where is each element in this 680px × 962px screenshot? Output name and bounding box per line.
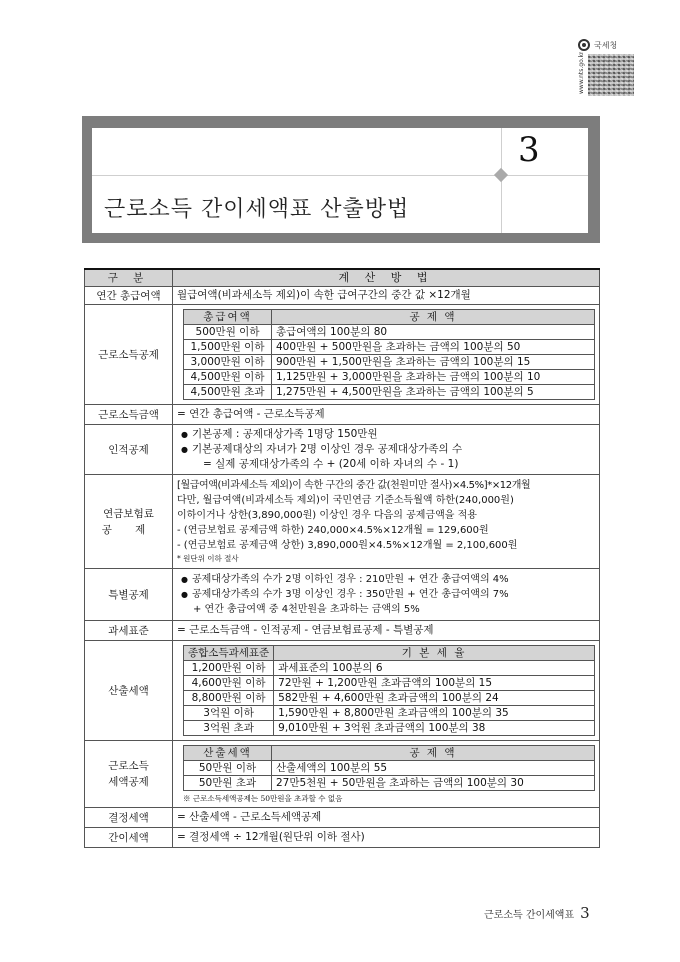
row-tax-base: [85, 621, 600, 641]
special-deduction-line: ● 공제대상가족의 수가 3명 이상인 경우 : 350만원 + 연간 총급여액의 7%: [181, 587, 595, 602]
qr-code-icon: [588, 54, 634, 96]
deduction-range: 3,000만원 이하: [184, 355, 272, 370]
page-footer: [484, 904, 590, 922]
cell-computed-tax: [173, 641, 600, 741]
org-logo-row: [578, 38, 636, 52]
tax-rate: 1,590만원 + 8,800만원 초과금액의 100분의 35: [274, 706, 595, 721]
deduction-subtable: [183, 309, 595, 400]
row-computed-tax: [85, 641, 600, 741]
personal-deduction-line: = 실제 공제대상가족의 수 + (20세 이하 자녀의 수 - 1): [203, 458, 459, 470]
header-category: 구 분: [85, 269, 173, 287]
table-row: [184, 661, 595, 676]
page-number: 3: [580, 904, 590, 922]
chapter-divider-horizontal: [92, 175, 588, 176]
label-computed-tax: 산출세액: [85, 641, 173, 741]
cell-earned-income-amount: [173, 405, 600, 425]
table-row: [184, 776, 595, 791]
chapter-title: 근로소득 간이세액표 산출방법: [104, 197, 410, 222]
table-row: [184, 370, 595, 385]
label-annual-gross: 연간 총급여액: [85, 287, 173, 305]
special-deduction-line: + 연간 총급여액 중 4천만원을 초과하는 금액의 5%: [193, 604, 420, 615]
table-header-row: [85, 269, 600, 287]
tax-credit-label-1: 근로소득: [108, 760, 149, 772]
label-tax-credit: [85, 741, 173, 808]
credit-range: 50만원 초과: [184, 776, 272, 791]
label-special-deduction: 특별공제: [85, 569, 173, 621]
label-personal-deduction: 인적공제: [85, 425, 173, 475]
tax-bracket: 3억원 초과: [184, 721, 274, 736]
deduction-subheader-1: 총급여액: [184, 310, 272, 325]
pension-line: [월급여액(비과세소득 제외)이 속한 구간의 중간 값(천원미만 절사)×4.5%]*×12개월: [177, 480, 531, 491]
deduction-amount: 1,275만원 + 4,500만원을 초과하는 금액의 100분의 5: [272, 385, 595, 400]
footer-title: 근로소득 간이세액표: [484, 910, 575, 921]
org-name: 국세청: [594, 40, 618, 50]
row-pension: [85, 475, 600, 569]
chapter-number: 3: [518, 130, 540, 170]
tax-rate-subheader: [184, 646, 595, 661]
pension-label-2: 공 제: [101, 523, 156, 536]
pension-line: - (연금보험료 공제금액 상한) 3,890,000원×4.5%×12개월 = 2,100,600원: [177, 540, 518, 551]
row-earned-income-amount: [85, 405, 600, 425]
tax-bracket: 8,800만원 이하: [184, 691, 274, 706]
row-personal-deduction: [85, 425, 600, 475]
row-earned-income-deduction: [85, 305, 600, 405]
label-determined-tax: 결정세액: [85, 808, 173, 828]
table-row: [184, 340, 595, 355]
tax-rate-subtable: [183, 645, 595, 736]
tax-base-text: = 근로소득금액 - 인적공제 - 연금보험료공제 - 특별공제: [177, 624, 434, 636]
deduction-amount: 900만원 + 1,500만원을 초과하는 금액의 100분의 15: [272, 355, 595, 370]
deduction-subheader-2: 공 제 액: [272, 310, 595, 325]
deduction-amount: 총급여액의 100분의 80: [272, 325, 595, 340]
pension-label-1: 연금보험료: [103, 507, 154, 520]
deduction-amount: 400만원 + 500만원을 초과하는 금액의 100분의 50: [272, 340, 595, 355]
row-special-deduction: [85, 569, 600, 621]
calculation-table: [84, 268, 600, 848]
pension-note: * 원단위 이하 절사: [177, 554, 239, 563]
org-url: www.nts.go.kr: [578, 52, 585, 94]
tax-credit-subheader: [184, 746, 595, 761]
pension-line: 다만, 월급여액(비과세소득 제외)이 국민연금 기준소득월액 하한(240,000원): [177, 495, 514, 506]
label-pension: [85, 475, 173, 569]
special-deduction-line: ● 공제대상가족의 수가 2명 이하인 경우 : 210만원 + 연간 총급여액의 4%: [181, 572, 595, 587]
table-row: [184, 385, 595, 400]
personal-deduction-line: ● 기본공제대상의 자녀가 2명 이상인 경우 공제대상가족의 수: [181, 442, 595, 457]
cell-pension: [173, 475, 600, 569]
diamond-icon: [494, 168, 508, 182]
table-row: [184, 721, 595, 736]
simple-tax-text: = 결정세액 ÷ 12개월(원단위 이하 절사): [177, 831, 365, 843]
chapter-heading-box: [82, 116, 600, 243]
table-row: [184, 676, 595, 691]
table-row: [184, 355, 595, 370]
label-tax-base: 과세표준: [85, 621, 173, 641]
tax-rate: 과세표준의 100분의 6: [274, 661, 595, 676]
tax-credit-label-2: 세액공제: [108, 776, 149, 788]
pension-line: - (연금보험료 공제금액 하한) 240,000×4.5%×12개월 = 129,600원: [177, 525, 489, 536]
table-row: [184, 691, 595, 706]
cell-tax-base: [173, 621, 600, 641]
header-method: 계 산 방 법: [173, 269, 600, 287]
credit-amount: 27만5천원 + 50만원을 초과하는 금액의 100분의 30: [272, 776, 595, 791]
nts-logo-icon: [578, 39, 590, 51]
tax-bracket: 3억원 이하: [184, 706, 274, 721]
deduction-range: 4,500만원 이하: [184, 370, 272, 385]
row-determined-tax: [85, 808, 600, 828]
tax-rate: 72만원 + 1,200만원 초과금액의 100분의 15: [274, 676, 595, 691]
table-row: [184, 706, 595, 721]
row-tax-credit: [85, 741, 600, 808]
cell-simple-tax: [173, 828, 600, 848]
pension-line: 이하이거나 상한(3,890,000원) 이상인 경우 다음의 공제금액을 적용: [177, 510, 477, 521]
label-simple-tax: 간이세액: [85, 828, 173, 848]
row-annual-gross: [85, 287, 600, 305]
table-row: [184, 761, 595, 776]
earned-income-amount-text: = 연간 총급여액 - 근로소득공제: [177, 408, 325, 420]
cell-earned-income-deduction: [173, 305, 600, 405]
chapter-inner: [92, 128, 588, 233]
deduction-subheader: [184, 310, 595, 325]
personal-deduction-line: ● 기본공제 : 공제대상가족 1명당 150만원: [181, 427, 595, 442]
deduction-amount: 1,125만원 + 3,000만원을 초과하는 금액의 100분의 10: [272, 370, 595, 385]
annual-gross-text: 월급여액(비과세소득 제외)이 속한 급여구간의 중간 값 ×12개월: [177, 289, 471, 301]
tax-credit-subheader-2: 공 제 액: [272, 746, 595, 761]
label-earned-income-deduction: 근로소득공제: [85, 305, 173, 405]
cell-determined-tax: [173, 808, 600, 828]
determined-tax-text: = 산출세액 - 근로소득세액공제: [177, 811, 322, 823]
deduction-range: 500만원 이하: [184, 325, 272, 340]
credit-range: 50만원 이하: [184, 761, 272, 776]
tax-rate-subheader-2: 기 본 세 율: [274, 646, 595, 661]
cell-tax-credit: [173, 741, 600, 808]
tax-bracket: 4,600만원 이하: [184, 676, 274, 691]
tax-credit-note: ※ 근로소득세액공제는 50만원을 초과할 수 없음: [183, 794, 343, 803]
tax-rate: 9,010만원 + 3억원 초과금액의 100분의 38: [274, 721, 595, 736]
credit-amount: 산출세액의 100분의 55: [272, 761, 595, 776]
tax-rate-subheader-1: 종합소득과세표준: [184, 646, 274, 661]
cell-special-deduction: [173, 569, 600, 621]
deduction-range: 1,500만원 이하: [184, 340, 272, 355]
tax-rate: 582만원 + 4,600만원 초과금액의 100분의 24: [274, 691, 595, 706]
text-annual-gross: [173, 287, 600, 305]
tax-bracket: 1,200만원 이하: [184, 661, 274, 676]
table-row: [184, 325, 595, 340]
label-earned-income-amount: 근로소득금액: [85, 405, 173, 425]
row-simple-tax: [85, 828, 600, 848]
header-badge: [578, 38, 636, 94]
deduction-range: 4,500만원 초과: [184, 385, 272, 400]
tax-credit-subtable: [183, 745, 595, 791]
tax-credit-subheader-1: 산출세액: [184, 746, 272, 761]
cell-personal-deduction: [173, 425, 600, 475]
